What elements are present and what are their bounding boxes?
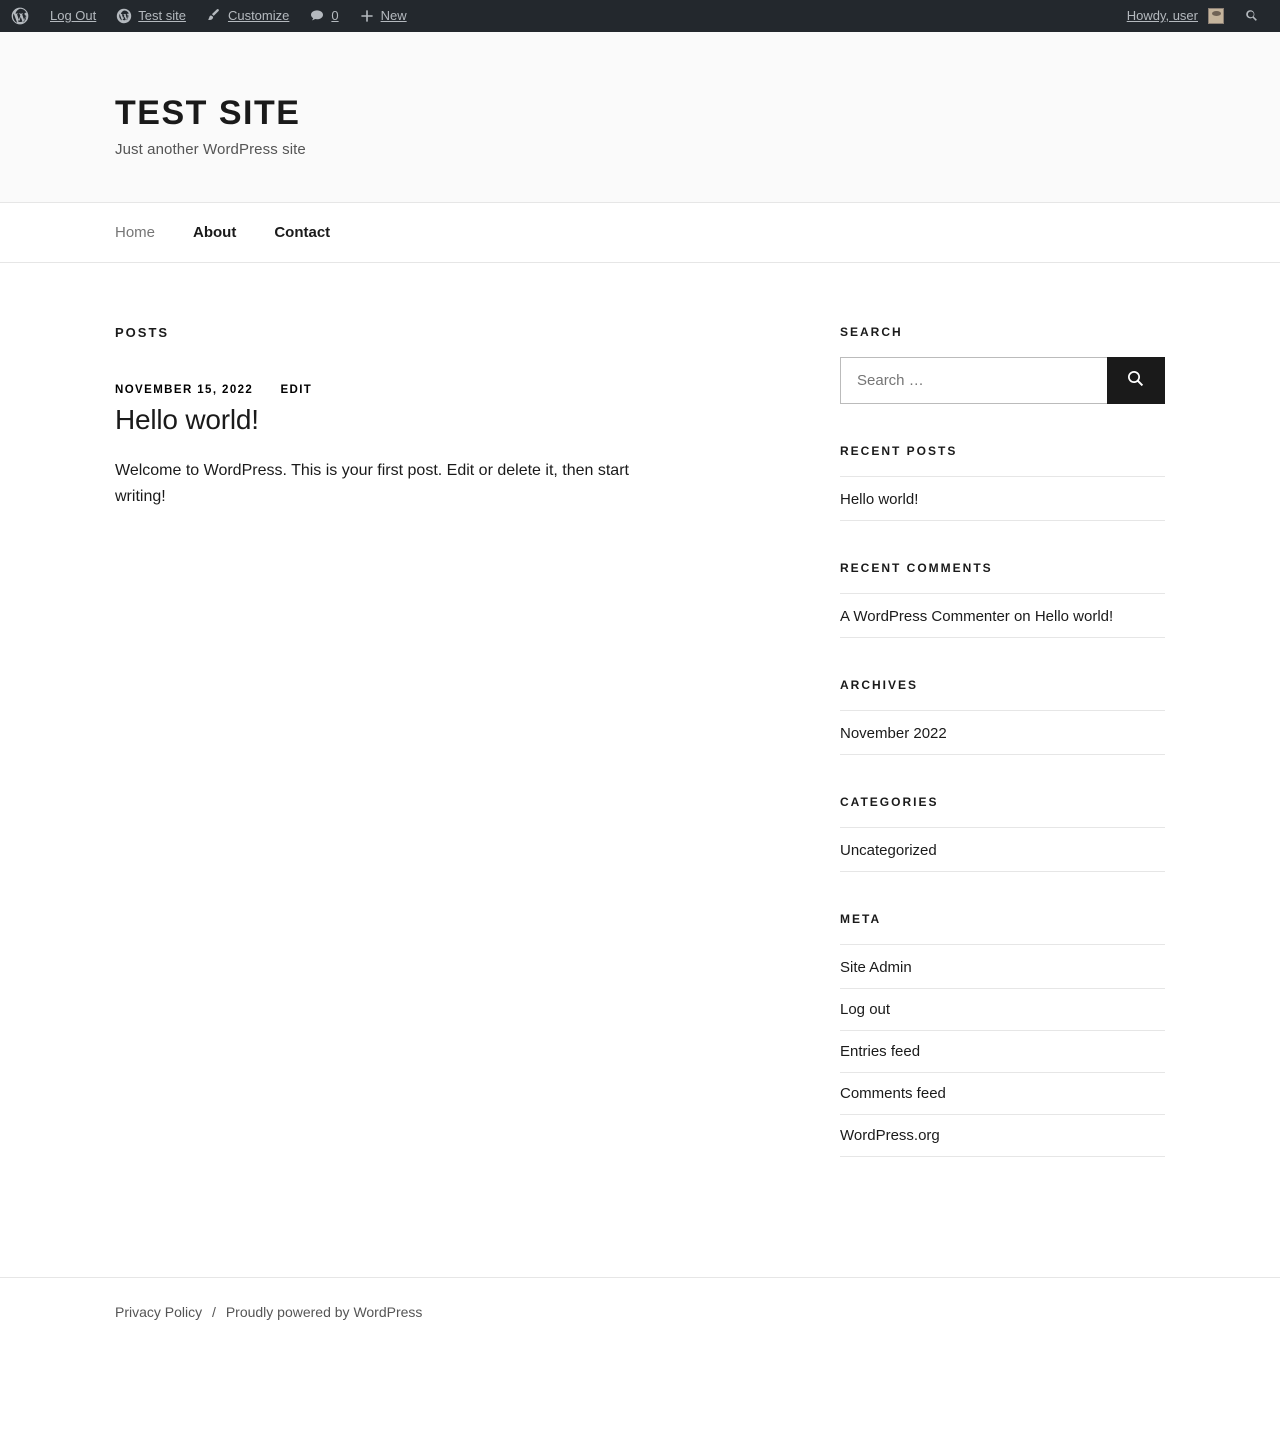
widget-search <box>840 325 1165 404</box>
admin-bar-logout-label: Log Out <box>50 8 97 23</box>
list-item <box>840 944 1165 989</box>
page-title[interactable]: TEST SITE <box>115 94 301 132</box>
widget-categories-title: CATEGORIES <box>840 795 939 809</box>
comment-bubble-icon <box>309 8 325 24</box>
search-input[interactable] <box>840 357 1107 404</box>
post-title[interactable] <box>115 404 665 436</box>
widget-recent-comments <box>840 561 1165 638</box>
meta-link-comments-feed[interactable]: Comments feed <box>840 1085 946 1102</box>
widget-categories <box>840 795 1165 872</box>
widget-archives <box>840 678 1165 755</box>
primary-navigation <box>0 203 1280 263</box>
widget-recent-posts <box>840 444 1165 521</box>
post-content <box>115 458 665 511</box>
post-title-text: Hello world! <box>115 404 259 435</box>
post-article <box>115 384 665 511</box>
admin-bar-customize[interactable] <box>196 0 299 32</box>
recent-posts-list <box>840 476 1165 521</box>
search-icon <box>1126 369 1146 392</box>
dashboard-icon <box>116 8 132 24</box>
main-content <box>115 325 695 511</box>
widget-archives-title: ARCHIVES <box>840 678 919 692</box>
admin-bar-site-name-label: Test site <box>138 8 186 23</box>
avatar <box>1208 8 1224 24</box>
footer-separator: / <box>212 1304 216 1320</box>
meta-list <box>840 944 1165 1157</box>
nav-item-home[interactable] <box>115 203 155 262</box>
search-icon <box>1244 8 1260 24</box>
comment-post-link[interactable]: Hello world! <box>1034 608 1114 625</box>
posts-heading: POSTS <box>115 325 170 340</box>
admin-bar-comment-count: 0 <box>331 8 339 23</box>
site-description: Just another WordPress site <box>115 141 306 158</box>
archives-list <box>840 710 1165 755</box>
meta-link-entries-feed[interactable]: Entries feed <box>840 1043 921 1060</box>
nav-link-home[interactable]: Home <box>115 224 156 241</box>
list-item <box>840 476 1165 521</box>
admin-bar <box>0 0 1280 32</box>
post-date-link[interactable]: NOVEMBER 15, 2022 <box>115 384 254 396</box>
admin-bar-customize-label: Customize <box>227 8 290 23</box>
list-item <box>840 827 1165 872</box>
list-item <box>840 593 1165 638</box>
admin-bar-search[interactable] <box>1234 0 1270 32</box>
recent-post-link[interactable]: Hello world! <box>840 491 919 508</box>
meta-link-log-out[interactable]: Log out <box>840 1001 891 1018</box>
admin-bar-new-label: New <box>380 8 407 23</box>
widget-recent-posts-title: RECENT POSTS <box>840 444 958 458</box>
wordpress-logo-icon <box>10 6 30 26</box>
widget-search-title: SEARCH <box>840 325 903 339</box>
widget-meta <box>840 912 1165 1157</box>
footer-privacy-policy-link[interactable]: Privacy Policy <box>115 1304 203 1320</box>
nav-item-about[interactable] <box>193 203 236 262</box>
search-form <box>840 357 1165 404</box>
content-area <box>0 263 1280 1277</box>
recent-comments-list <box>840 593 1165 638</box>
paintbrush-icon <box>206 8 222 24</box>
admin-bar-logout[interactable] <box>40 0 106 32</box>
site-header <box>0 32 1280 203</box>
nav-link-contact[interactable]: Contact <box>274 224 331 241</box>
widget-recent-comments-title: RECENT COMMENTS <box>840 561 993 575</box>
list-item <box>840 710 1165 755</box>
category-link[interactable]: Uncategorized <box>840 842 937 859</box>
sidebar <box>840 325 1165 1197</box>
list-item <box>840 1073 1165 1115</box>
comment-author-link[interactable]: A WordPress Commenter <box>840 608 1010 625</box>
archive-link[interactable]: November 2022 <box>840 725 947 742</box>
meta-link-wordpress-org[interactable]: WordPress.org <box>840 1127 940 1144</box>
post-edit-link[interactable]: EDIT <box>280 384 313 396</box>
admin-bar-wp-logo[interactable] <box>0 0 40 32</box>
search-submit-button[interactable] <box>1107 357 1165 404</box>
list-item <box>840 1031 1165 1073</box>
plus-icon <box>359 8 375 24</box>
site-footer <box>0 1277 1280 1354</box>
admin-bar-comments[interactable] <box>299 0 348 32</box>
meta-link-site-admin[interactable]: Site Admin <box>840 959 912 976</box>
admin-bar-my-account[interactable] <box>1117 0 1234 32</box>
footer-credit-link[interactable]: Proudly powered by WordPress <box>225 1304 423 1320</box>
nav-link-about[interactable]: About <box>193 224 237 241</box>
comment-on-label: on <box>1013 608 1031 625</box>
admin-bar-howdy-label: Howdy, user <box>1126 8 1198 23</box>
post-excerpt: Welcome to WordPress. This is your first post. Edit or delete it, then start writing! <box>115 462 629 506</box>
list-item <box>840 1115 1165 1157</box>
nav-item-contact[interactable] <box>274 203 330 262</box>
categories-list <box>840 827 1165 872</box>
list-item <box>840 989 1165 1031</box>
admin-bar-site-name[interactable] <box>106 0 196 32</box>
post-meta <box>115 384 665 396</box>
widget-meta-title: META <box>840 912 882 926</box>
admin-bar-new[interactable] <box>349 0 417 32</box>
